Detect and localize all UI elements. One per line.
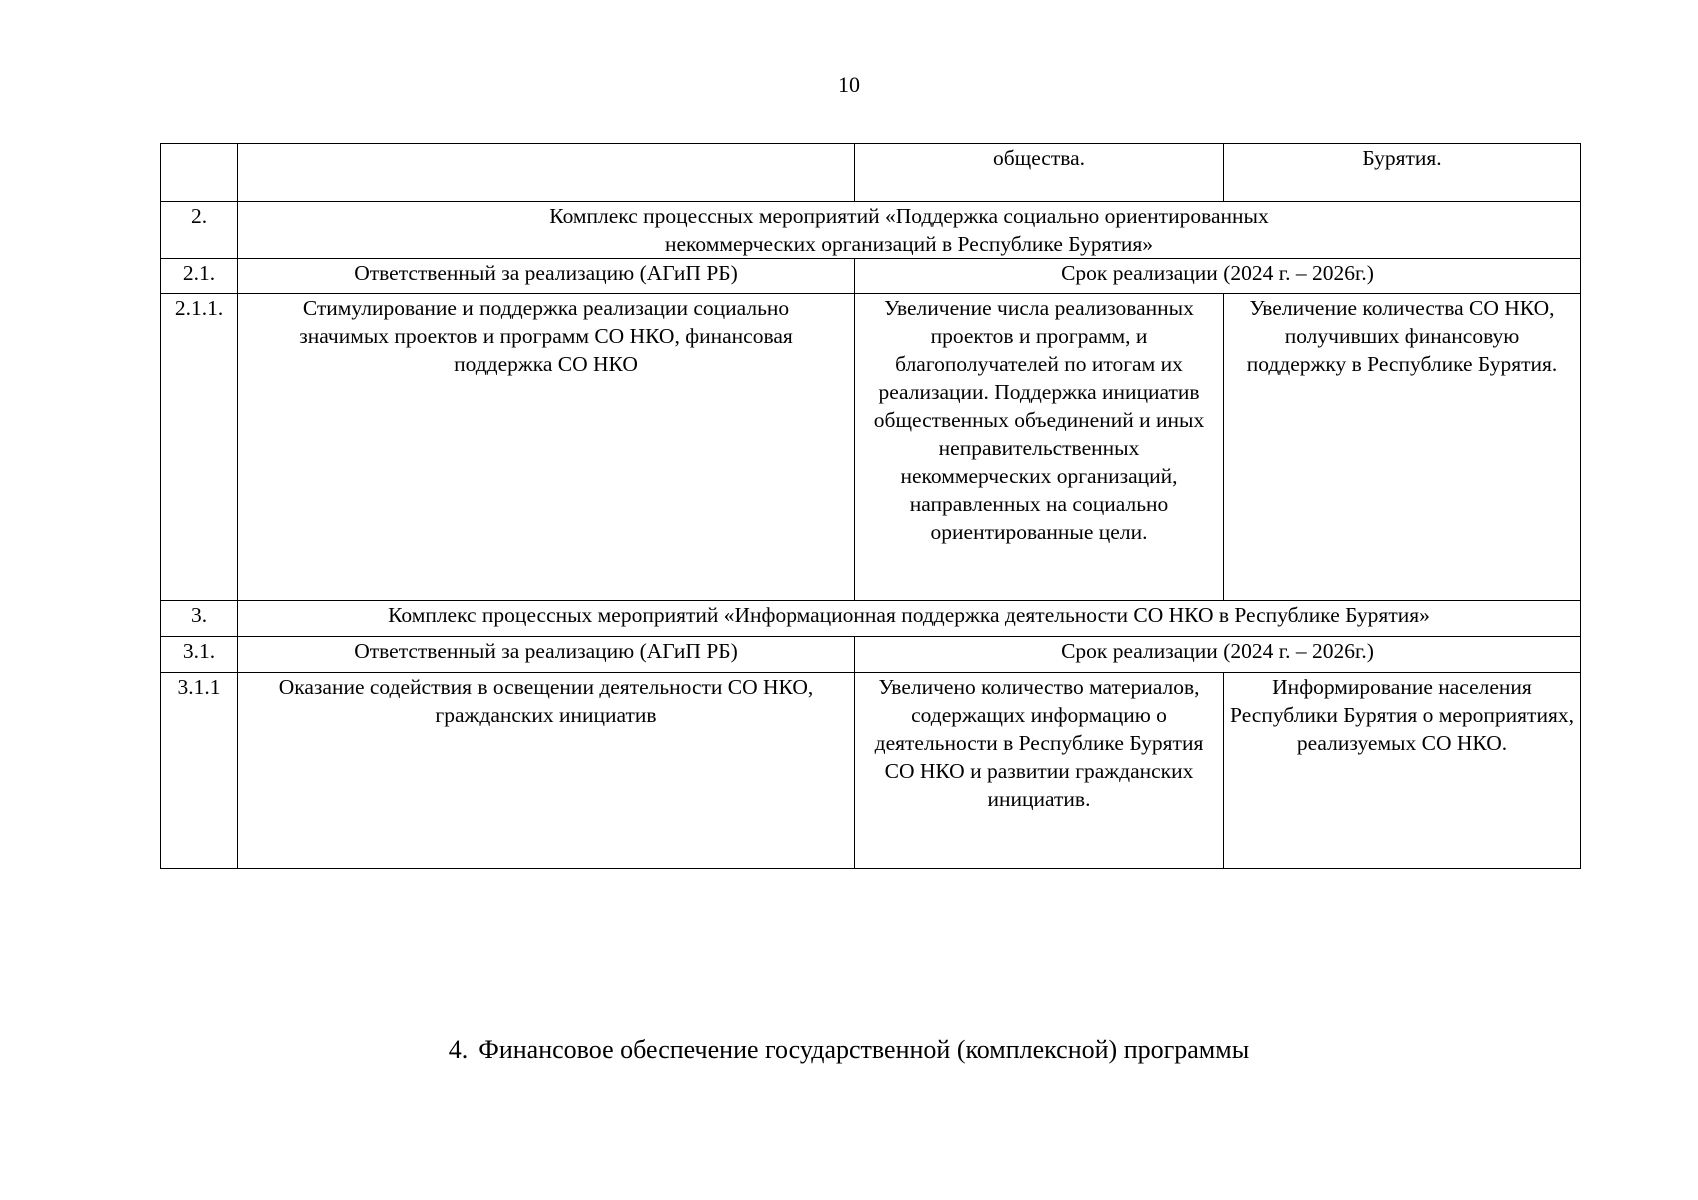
row-number: 2.1.1. bbox=[161, 294, 238, 601]
table-row bbox=[161, 294, 1581, 601]
section-title: Финансовое обеспечение государственной (комплексной) программы bbox=[478, 1035, 1250, 1064]
complex-title-cell: Комплекс процессных мероприятий «Поддержка социально ориентированных некоммерческих организаций в Республике Бурятия» bbox=[238, 202, 1581, 259]
section-number: 4. bbox=[448, 1035, 469, 1064]
table-row bbox=[161, 601, 1581, 637]
period-cell: Срок реализации (2024 г. – 2026г.) bbox=[855, 259, 1581, 294]
table-row bbox=[161, 144, 1581, 202]
table-row bbox=[161, 637, 1581, 673]
responsible-cell: Ответственный за реализацию (АГиП РБ) bbox=[238, 637, 855, 673]
section-heading bbox=[0, 1034, 1698, 1066]
effect-cell: Увеличено количество материалов, содержащих информацию о деятельности в Республике Бурятия СО НКО и развитии гражданских инициатив. bbox=[855, 673, 1224, 869]
table-row bbox=[161, 202, 1581, 259]
indicator-cell: Увеличение количества СО НКО, получивших финансовую поддержку в Республике Бурятия. bbox=[1224, 294, 1581, 601]
period-cell: Срок реализации (2024 г. – 2026г.) bbox=[855, 637, 1581, 673]
effect-cell: общества. bbox=[855, 144, 1224, 202]
page-number: 10 bbox=[838, 72, 860, 97]
effect-cell: Увеличение числа реализованных проектов и программ, и благополучателей по итогам их реализации. Поддержка инициатив общественных объединений и иных неправительственных некоммерческих организаций, направленных на социально ориентированные цели. bbox=[855, 294, 1224, 601]
task-cell: Оказание содействия в освещении деятельности СО НКО, гражданских инициатив bbox=[238, 673, 855, 869]
indicator-cell: Информирование населения Республики Бурятия о мероприятиях, реализуемых СО НКО. bbox=[1224, 673, 1581, 869]
row-number: 3.1.1 bbox=[161, 673, 238, 869]
indicator-cell: Бурятия. bbox=[1224, 144, 1581, 202]
row-number: 2. bbox=[161, 202, 238, 259]
measures-table bbox=[160, 143, 1581, 869]
row-number: 3. bbox=[161, 601, 238, 637]
table-row bbox=[161, 673, 1581, 869]
complex-title-cell: Комплекс процессных мероприятий «Информационная поддержка деятельности СО НКО в Республике Бурятия» bbox=[238, 601, 1581, 637]
task-cell: Стимулирование и поддержка реализации социально значимых проектов и программ СО НКО, финансовая поддержка СО НКО bbox=[238, 294, 855, 601]
table-row bbox=[161, 259, 1581, 294]
responsible-cell: Ответственный за реализацию (АГиП РБ) bbox=[238, 259, 855, 294]
task-cell bbox=[238, 144, 855, 202]
row-number bbox=[161, 144, 238, 202]
row-number: 3.1. bbox=[161, 637, 238, 673]
row-number: 2.1. bbox=[161, 259, 238, 294]
